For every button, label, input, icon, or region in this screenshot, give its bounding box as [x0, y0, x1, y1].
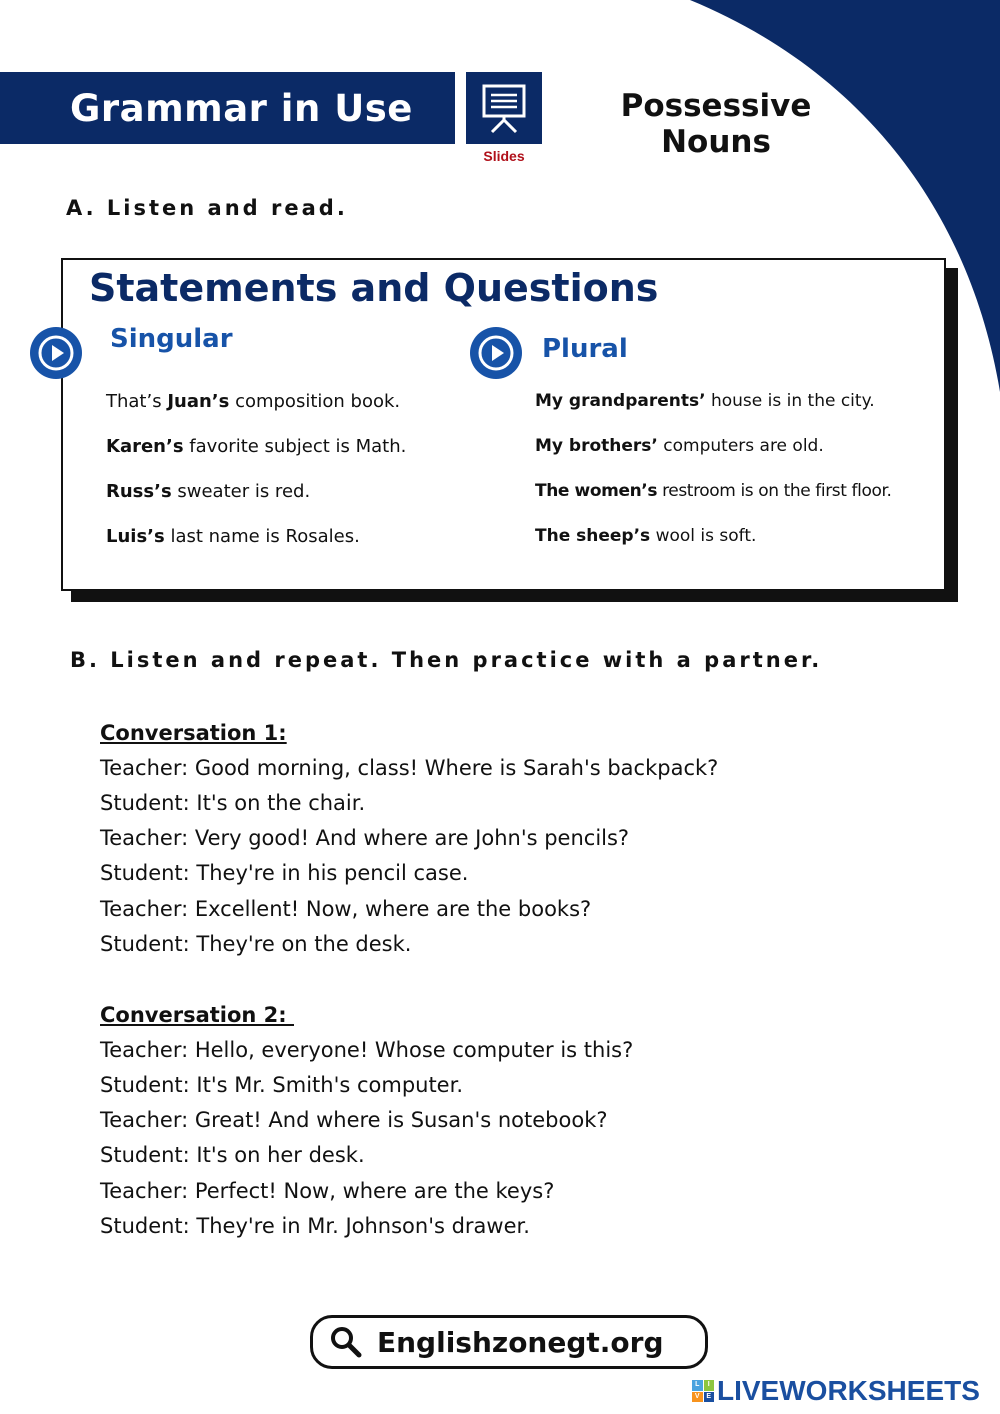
grid-letter: L: [692, 1380, 703, 1391]
example-possessive: Juan’s: [167, 391, 230, 412]
example-text: house is in the city.: [705, 391, 875, 411]
liveworksheets-grid-icon: [692, 1380, 714, 1402]
play-icon: [36, 333, 76, 373]
conversation-line: Teacher: Good morning, class! Where is Sarah's backpack?: [100, 756, 719, 780]
example-possessive: Karen’s: [106, 436, 184, 457]
search-icon: [329, 1325, 363, 1359]
grid-letter: I: [704, 1380, 715, 1391]
example-text: restroom is on the first floor.: [657, 481, 892, 501]
singular-example: [106, 391, 400, 412]
slides-label[interactable]: Slides: [483, 148, 525, 164]
conversation-line: Teacher: Perfect! Now, where are the keys?: [100, 1179, 555, 1203]
plural-heading: Plural: [542, 334, 628, 364]
plural-example: [535, 526, 756, 546]
example-text: last name is Rosales.: [164, 526, 360, 547]
website-link[interactable]: Englishzonegt.org: [377, 1325, 664, 1359]
slides-button[interactable]: [466, 72, 542, 144]
grid-letter: E: [704, 1392, 715, 1403]
card-title: Statements and Questions: [89, 266, 659, 310]
conversation-line: Teacher: Very good! And where are John's pencils?: [100, 826, 630, 850]
liveworksheets-brand: LIVEWORKSHEETS: [717, 1375, 980, 1406]
topic-title: [600, 88, 832, 160]
conversation-line: Student: They're on the desk.: [100, 932, 412, 956]
section-a-heading: A. Listen and read.: [66, 196, 348, 220]
topic-title-line2: Nouns: [661, 124, 771, 160]
header-band: [0, 72, 455, 144]
example-text: wool is soft.: [650, 526, 757, 546]
conversation-2-heading: Conversation 2:: [100, 1003, 294, 1027]
example-text: sweater is red.: [171, 481, 311, 502]
page-title: Grammar in Use: [70, 86, 413, 130]
example-text: favorite subject is Math.: [183, 436, 407, 457]
plural-example: [535, 436, 824, 456]
example-possessive: My brothers’: [535, 436, 658, 456]
conversation-1-heading: Conversation 1:: [100, 721, 287, 745]
play-singular-button[interactable]: [30, 327, 82, 379]
play-icon: [476, 333, 516, 373]
example-text: composition book.: [229, 391, 401, 412]
section-b-heading: B. Listen and repeat. Then practice with a partner.: [70, 648, 823, 672]
conversation-line: Student: It's on the chair.: [100, 791, 366, 815]
conversation-line: Teacher: Hello, everyone! Whose computer is this?: [100, 1038, 634, 1062]
topic-title-line1: Possessive: [620, 88, 812, 124]
singular-heading: Singular: [110, 324, 233, 354]
example-text: That’s: [106, 391, 168, 412]
example-possessive: The women’s: [535, 481, 658, 501]
singular-example: [106, 481, 310, 502]
singular-example: [106, 436, 406, 457]
example-possessive: Russ’s: [106, 481, 172, 502]
plural-example: [535, 391, 875, 411]
play-plural-button[interactable]: [470, 327, 522, 379]
example-text: computers are old.: [657, 436, 824, 456]
conversation-line: Student: They're in his pencil case.: [100, 861, 469, 885]
presentation-board-icon: [476, 80, 532, 136]
liveworksheets-logo[interactable]: [692, 1375, 980, 1407]
plural-example: [535, 481, 891, 501]
conversation-line: Student: They're in Mr. Johnson's drawer.: [100, 1214, 530, 1238]
conversation-line: Teacher: Excellent! Now, where are the books?: [100, 897, 592, 921]
conversation-line: Student: It's on her desk.: [100, 1143, 365, 1167]
conversation-line: Student: It's Mr. Smith's computer.: [100, 1073, 463, 1097]
conversation-line: Teacher: Great! And where is Susan's notebook?: [100, 1108, 608, 1132]
example-possessive: Luis’s: [106, 526, 165, 547]
singular-example: [106, 526, 360, 547]
grid-letter: V: [692, 1392, 703, 1403]
example-possessive: The sheep’s: [535, 526, 651, 546]
website-search-pill[interactable]: [310, 1315, 708, 1369]
example-possessive: My grandparents’: [535, 391, 706, 411]
